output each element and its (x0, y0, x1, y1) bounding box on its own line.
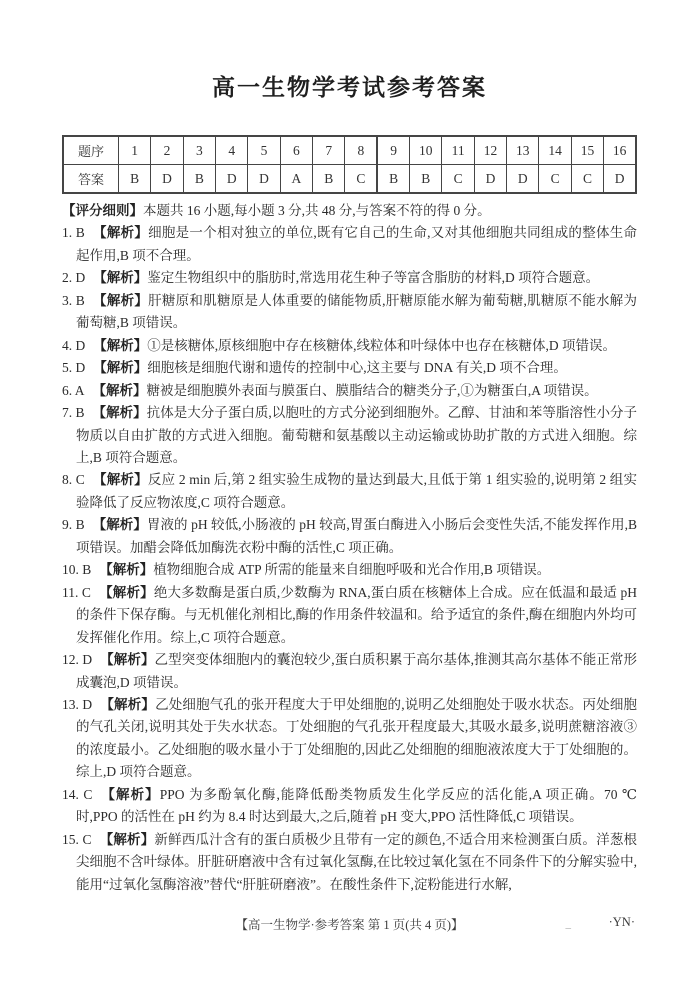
item-text: 细胞是一个相对独立的单位,既有它自己的生命,又对其他细胞共同组成的整体生命起作用,B 项不合理。 (76, 225, 638, 263)
item-number: 9. B (62, 517, 85, 533)
question-number-cell: 13 (507, 136, 539, 165)
answer-cell: B (377, 165, 409, 194)
answer-row (63, 165, 636, 194)
analysis-label: 【解析】 (99, 831, 155, 847)
footer-version-code: ·YN· (608, 915, 635, 929)
question-number-cell: 8 (345, 136, 377, 165)
answer-row-label: 答案 (63, 165, 119, 194)
item-text: 反应 2 min 后,第 2 组实验生成物的量达到最大,且低于第 1 组实验的,说明第 2 组实验降低了反应物浓度,C 项符合题意。 (76, 472, 637, 510)
item-text: 新鲜西瓜汁含有的蛋白质极少且带有一定的颜色,不适合用来检测蛋白质。洋葱根尖细胞不含叶绿体。肝脏研磨液中含有过氧化氢酶,在比较过氧化氢在不同条件下的分解实验中,能用“过氧化氢酶溶液”替代“肝脏研磨液”。在酸性条件下,淀粉能进行水解, (76, 831, 638, 892)
question-number-row (63, 136, 636, 165)
item-text: 肝糖原和肌糖原是人体重要的储能物质,肝糖原能水解为葡萄糖,肌糖原不能水解为葡萄糖,B 项错误。 (76, 292, 638, 331)
answer-cell: C (539, 165, 571, 194)
item-text: 绝大多数酶是蛋白质,少数酶为 RNA,蛋白质在核糖体上合成。应在低温和最适 pH 的条件下保存酶。与无机催化剂相比,酶的作用条件较温和。给予适宜的条件,酶在细胞内外均可发挥催化作用。综上,C 项符合题意。 (76, 584, 637, 645)
analysis-label: 【解析】 (92, 292, 149, 308)
answer-cell: B (410, 165, 442, 194)
answer-cell: D (507, 165, 539, 194)
answer-cell: D (604, 165, 636, 194)
analysis-label: 【解析】 (92, 517, 147, 533)
explanation-item-8 (62, 469, 637, 514)
answer-cell: C (442, 165, 474, 194)
item-text: 细胞核是细胞代谢和遗传的控制中心,这主要与 DNA 有关,D 项不合理。 (147, 360, 567, 376)
analysis-label: 【解析】 (99, 562, 154, 578)
explanation-item-1 (62, 222, 637, 267)
footer-page-info: 【高一生物学·参考答案 第 1 页(共 4 页)】 (235, 918, 464, 932)
explanation-item-4 (62, 335, 637, 357)
item-number: 6. A (62, 382, 85, 398)
item-text: PPO 为多酚氧化酶,能降低酚类物质发生化学反应的活化能,A 项正确。70 ℃时,PPO 的活性在 pH 约为 8.4 时达到最大,之后,随着 pH 变大,PPO 活性降低,C 项错误。 (76, 786, 637, 825)
analysis-label: 【解析】 (100, 696, 156, 712)
item-number: 2. D (62, 270, 86, 286)
item-text: ①是核糖体,原核细胞中存在核糖体,线粒体和叶绿体中也存在核糖体,D 项错误。 (147, 337, 616, 353)
question-number-cell: 11 (442, 136, 474, 165)
analysis-label: 【解析】 (98, 584, 154, 600)
answer-key-table (62, 135, 637, 194)
item-number: 11. C (62, 584, 91, 600)
analysis-label: 【解析】 (100, 786, 160, 802)
question-number-cell: 15 (571, 136, 603, 165)
explanation-item-6 (62, 380, 637, 402)
answer-cell: D (474, 165, 506, 194)
analysis-label: 【解析】 (92, 405, 147, 421)
item-number: 3. B (62, 292, 85, 308)
explanation-item-5 (62, 357, 637, 379)
question-number-cell: 16 (604, 136, 636, 165)
explanations-section (62, 200, 637, 896)
question-number-cell: 4 (216, 136, 248, 165)
answer-cell: B (313, 165, 345, 194)
explanation-item-9 (62, 514, 637, 559)
item-number: 4. D (62, 337, 86, 353)
item-number: 1. B (62, 225, 85, 241)
analysis-label: 【解析】 (93, 270, 148, 286)
explanation-item-11 (62, 582, 637, 649)
explanation-item-13 (62, 694, 637, 784)
scoring-rule-text: 本题共 16 小题,每小题 3 分,共 48 分,与答案不符的得 0 分。 (143, 203, 491, 218)
question-number-cell: 14 (539, 136, 571, 165)
item-text: 乙型突变体细胞内的囊泡较少,蛋白质积累于高尔基体,推测其高尔基体不能正常形成囊泡,D 项错误。 (76, 652, 638, 690)
analysis-label: 【解析】 (92, 472, 148, 488)
explanation-item-10 (62, 559, 637, 581)
explanation-item-3 (62, 290, 637, 335)
answer-cell: D (248, 165, 280, 194)
item-text: 糖被是细胞膜外表面与膜蛋白、膜脂结合的糖类分子,①为糖蛋白,A 项错误。 (146, 382, 598, 398)
question-number-cell: 3 (183, 136, 215, 165)
explanation-item-7 (62, 402, 637, 469)
item-number: 10. B (62, 562, 92, 578)
item-number: 5. D (62, 360, 86, 376)
scoring-rule-label: 【评分细则】 (62, 203, 143, 218)
question-number-cell: 12 (474, 136, 506, 165)
answer-cell: A (280, 165, 312, 194)
item-text: 植物细胞合成 ATP 所需的能量来自细胞呼吸和光合作用,B 项错误。 (153, 562, 551, 578)
analysis-label: 【解析】 (100, 652, 155, 668)
analysis-label: 【解析】 (92, 382, 147, 398)
analysis-label: 【解析】 (93, 360, 148, 376)
explanation-item-12 (62, 649, 637, 694)
analysis-label: 【解析】 (93, 337, 148, 353)
item-text: 胃液的 pH 较低,小肠液的 pH 较高,胃蛋白酶进入小肠后会变性失活,不能发挥作用,B 项错误。加醋会降低加酶洗衣粉中酶的活性,C 项正确。 (76, 517, 637, 555)
question-number-cell: 10 (410, 136, 442, 165)
answer-cell: C (571, 165, 603, 194)
page-title: 高一生物学考试参考答案 (212, 75, 487, 100)
answer-cell: C (345, 165, 377, 194)
answer-cell: B (183, 165, 215, 194)
scoring-rule (62, 200, 637, 222)
item-text: 抗体是大分子蛋白质,以胞吐的方式分泌到细胞外。乙醇、甘油和苯等脂溶性小分子物质以自由扩散的方式进入细胞。葡萄糖和氨基酸以主动运输或协助扩散的方式进入细胞。综上,B 项符合题意。 (76, 405, 637, 465)
answer-cell: B (119, 165, 151, 194)
analysis-label: 【解析】 (92, 225, 149, 241)
explanation-item-14 (62, 784, 637, 829)
answer-cell: D (151, 165, 183, 194)
explanation-item-15 (62, 829, 637, 896)
question-number-cell: 7 (313, 136, 345, 165)
item-number: 14. C (62, 786, 93, 802)
question-number-cell: 1 (119, 136, 151, 165)
item-number: 7. B (62, 405, 85, 421)
question-number-cell: 6 (280, 136, 312, 165)
explanation-item-2 (62, 267, 637, 289)
item-number: 15. C (62, 831, 92, 847)
question-row-label: 题序 (63, 136, 119, 165)
item-number: 12. D (62, 652, 93, 668)
item-text: 乙处细胞气孔的张开程度大于甲处细胞的,说明乙处细胞处于吸水状态。丙处细胞的气孔关闭,说明其处于失水状态。丁处细胞的气孔张开程度最大,其吸水最多,说明蔗糖溶液③的浓度最小。乙处细胞的吸水量小于丁处细胞的,因此乙处细胞的细胞液浓度大于丁处细胞的。综上,D 项符合题意。 (76, 696, 638, 780)
question-number-cell: 9 (377, 136, 409, 165)
item-text: 鉴定生物组织中的脂肪时,常选用花生种子等富含脂肪的材料,D 项符合题意。 (147, 270, 600, 286)
question-number-cell: 5 (248, 136, 280, 165)
answer-cell: D (216, 165, 248, 194)
footer-stray-mark: _ (565, 918, 571, 930)
question-number-cell: 2 (151, 136, 183, 165)
item-number: 8. C (62, 472, 85, 488)
item-number: 13. D (62, 696, 93, 712)
